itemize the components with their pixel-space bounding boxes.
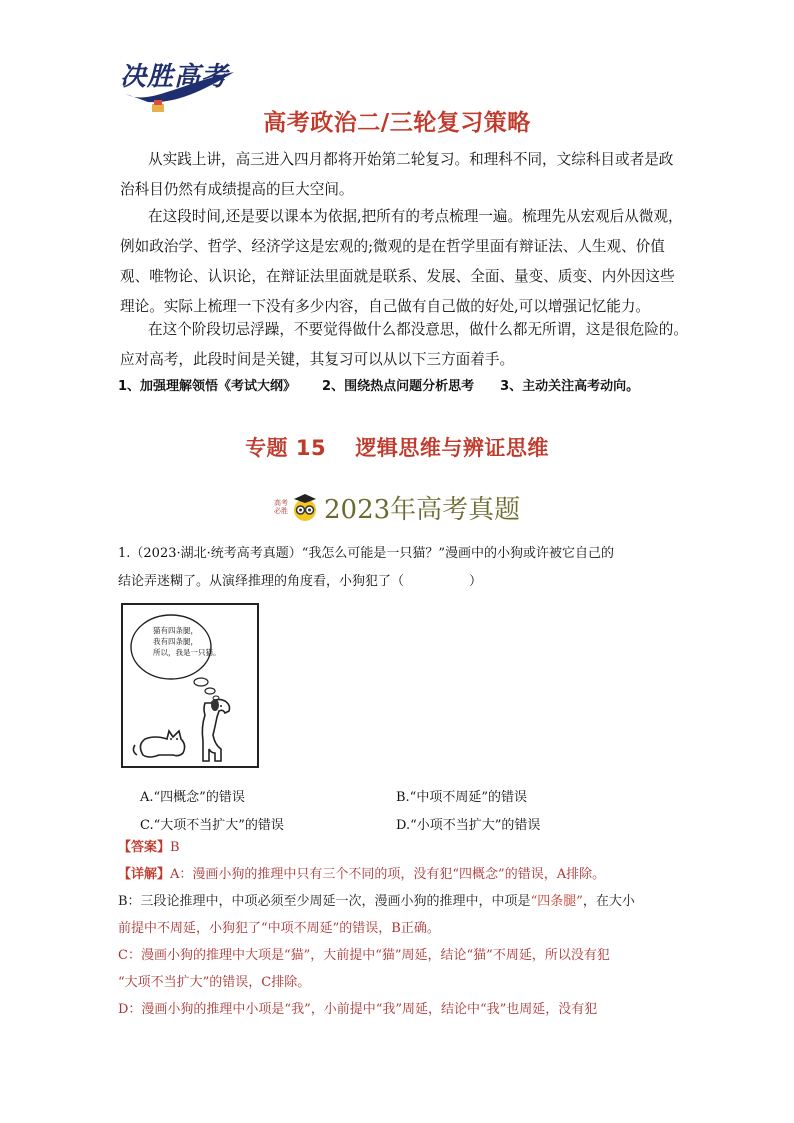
strategy-item: 2、围绕热点问题分析思考 xyxy=(322,379,475,394)
exam-banner-title: 2023年高考真题 xyxy=(324,494,521,525)
detail-label: 【详解】 xyxy=(118,867,171,882)
option-b: B.“中项不周延”的错误 xyxy=(396,790,527,805)
cartoon-image xyxy=(121,603,259,768)
text-line: 治科目仍然有成绩提高的巨大空间。 xyxy=(120,181,354,198)
question-line: 1.（2023·湖北·统考高考真题）“我怎么可能是一只猫？”漫画中的小狗或许被它自己的 xyxy=(118,546,615,561)
explanation-highlight: “四条腿” xyxy=(530,894,583,909)
explanation-text: ，在大小 xyxy=(582,894,635,909)
question-line: 结论弄迷糊了。从演绎推理的角度看，小狗犯了（ ） xyxy=(118,574,483,589)
answer-line xyxy=(118,834,682,861)
answer-label: 【答案】 xyxy=(118,840,171,855)
mini-logo: 高考必胜 xyxy=(274,499,288,515)
strategy-item: 3、主动关注高考动向。 xyxy=(500,379,640,394)
text-line: 在这个阶段切忌浮躁，不要觉得做什么都没意思，做什么都无所谓，这是很危险的。 xyxy=(148,321,688,338)
explanation-line xyxy=(118,861,682,888)
dog-cat-cartoon xyxy=(123,605,257,766)
answer-value: B xyxy=(170,840,180,855)
bubble-line: 所以，我是一只猫。 xyxy=(153,648,221,657)
explanation-line xyxy=(118,888,682,915)
paragraph-3 xyxy=(120,315,688,375)
option-c: C.“大项不当扩大”的错误 xyxy=(140,818,284,833)
text-line: 例如政治学、哲学、经济学这是宏观的;微观的是在哲学里面有辩证法、人生观、价值 xyxy=(120,238,665,255)
question-stem xyxy=(118,540,680,596)
explanation-line: 前提中不周延，小狗犯了“中项不周延”的错误，B正确。 xyxy=(118,921,440,936)
bubble-line: 猫有四条腿， xyxy=(153,626,198,635)
explanation-line: D：漫画小狗的推理中小项是“我”，小前提中“我”周延，结论中“我”也周延，没有犯 xyxy=(118,1002,598,1017)
page-title: 高考政治二/三轮复习策略 xyxy=(263,110,531,136)
topic-title: 专题 15 逻辑思维与辨证思维 xyxy=(245,436,549,460)
text-line: 应对高考，此段时间是关键，其复习可以从以下三方面着手。 xyxy=(120,351,515,368)
exam-banner xyxy=(274,487,520,527)
option-d: D.“小项不当扩大”的错误 xyxy=(396,818,541,833)
bubble-line: 我有四条腿， xyxy=(153,637,198,646)
text-line: 从实践上讲，高三进入四月都将开始第二轮复习。和理科不同，文综科目或者是政 xyxy=(148,151,674,168)
explanation-text: B：三段论推理中，中项必须至少周延一次，漫画小狗的推理中，中项是 xyxy=(118,894,531,909)
text-line: 观、唯物论、认识论，在辩证法里面就是联系、发展、全面、量变、质变、内外因这些 xyxy=(120,268,675,285)
text-line: 理论。实际上梳理一下没有多少内容，自己做有自己做的好处,可以增强记忆能力。 xyxy=(120,298,651,315)
strategy-item: 1、加强理解领悟《考试大纲》 xyxy=(118,379,297,394)
text-line: 在这段时间,还是要以课本为依据,把所有的考点梳理一遍。梳理先从宏观后从微观， xyxy=(148,208,683,225)
explanation-line: “大项不当扩大”的错误，C排除。 xyxy=(118,975,311,990)
explanation-line: C：漫画小狗的推理中大项是“猫”，大前提中“猫”周延，结论“猫”不周延，所以没有犯 xyxy=(118,948,610,963)
option-a: A.“四概念”的错误 xyxy=(140,790,245,805)
paragraph-1 xyxy=(120,145,680,205)
logo-text: 决胜高考 xyxy=(120,62,229,92)
strategy-list xyxy=(118,375,688,394)
scholar-owl-icon xyxy=(290,492,320,522)
explanation-text: A：漫画小狗的推理中只有三个不同的项，没有犯“四概念”的错误，A排除。 xyxy=(170,867,606,882)
paragraph-2 xyxy=(120,202,683,322)
